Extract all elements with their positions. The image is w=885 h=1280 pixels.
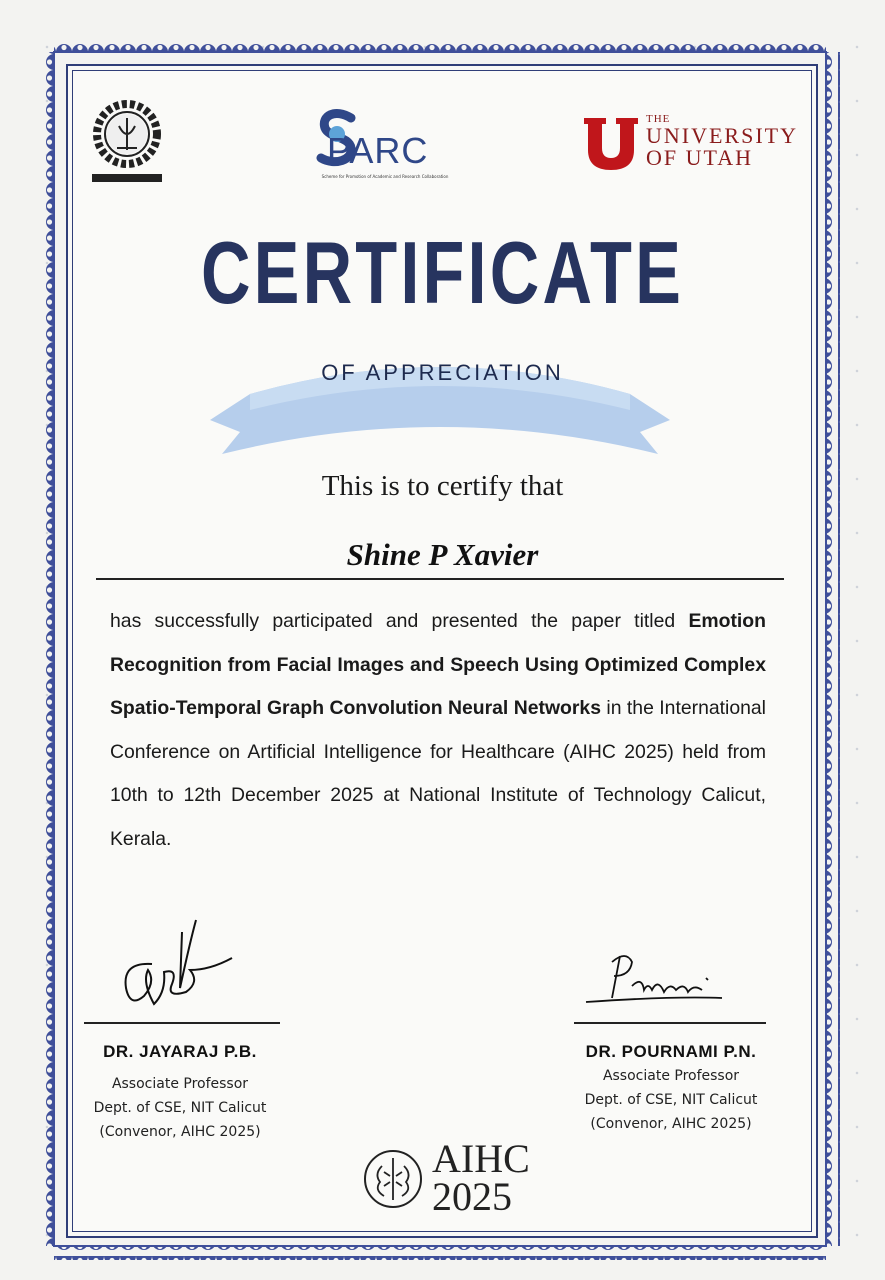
utah-university-label: UNIVERSITY [646, 123, 798, 148]
aihc-year: 2025 [432, 1174, 512, 1219]
signatory-right-details [560, 1064, 782, 1136]
signature-line-right [574, 1022, 766, 1024]
signature-line-left [84, 1022, 280, 1024]
signatory-right-role: Associate Professor [602, 1068, 740, 1084]
institute-emblem-logo [84, 92, 170, 188]
signature-right [572, 942, 768, 1024]
recipient-name: Shine P Xavier [346, 537, 539, 572]
signatory-left-role: Associate Professor [111, 1076, 249, 1092]
aihc-name: AIHC [432, 1136, 530, 1181]
body-rest: in the International Conference on Artificial Intelligence for Healthcare (AIHC 2025) held from 10th to 12th December 2025 at National Institute of Technology Calicut, Kerala. [110, 697, 766, 850]
signature-left [82, 912, 282, 1022]
sparc-wordmark: PARC [327, 130, 429, 171]
signatory-right-position: (Convenor, AIHC 2025) [590, 1116, 752, 1132]
utah-the-label: THE [646, 113, 671, 125]
recipient-underline [96, 578, 784, 580]
body-intro: has successfully participated and presented the paper titled [110, 610, 689, 632]
signatory-right-name: DR. POURNAMI P.N. [585, 1042, 757, 1061]
signatory-left-position: (Convenor, AIHC 2025) [99, 1124, 261, 1140]
sparc-logo [285, 108, 485, 184]
university-of-utah-logo [582, 112, 797, 176]
paper-title: Emotion Recognition from Facial Images and Speech Using Optimized Complex Spatio-Temporal Graph Convolution Neural Networks [110, 610, 766, 719]
certificate-body [110, 600, 766, 861]
certify-line: This is to certify that [321, 470, 564, 502]
brain-icon [362, 1148, 424, 1210]
certificate-title: CERTIFICATE [200, 223, 684, 322]
aihc-logo [362, 1136, 552, 1220]
certificate-subtitle: OF APPRECIATION [321, 360, 564, 385]
signatory-left-details [70, 1072, 290, 1144]
utah-of-utah-label: OF UTAH [646, 145, 753, 170]
signatory-left-name: DR. JAYARAJ P.B. [103, 1042, 257, 1061]
signatory-left-dept: Dept. of CSE, NIT Calicut [93, 1100, 267, 1116]
signatory-right-dept: Dept. of CSE, NIT Calicut [584, 1092, 758, 1108]
sparc-tagline: Scheme for Promotion of Academic and Research Collaboration [321, 174, 449, 179]
